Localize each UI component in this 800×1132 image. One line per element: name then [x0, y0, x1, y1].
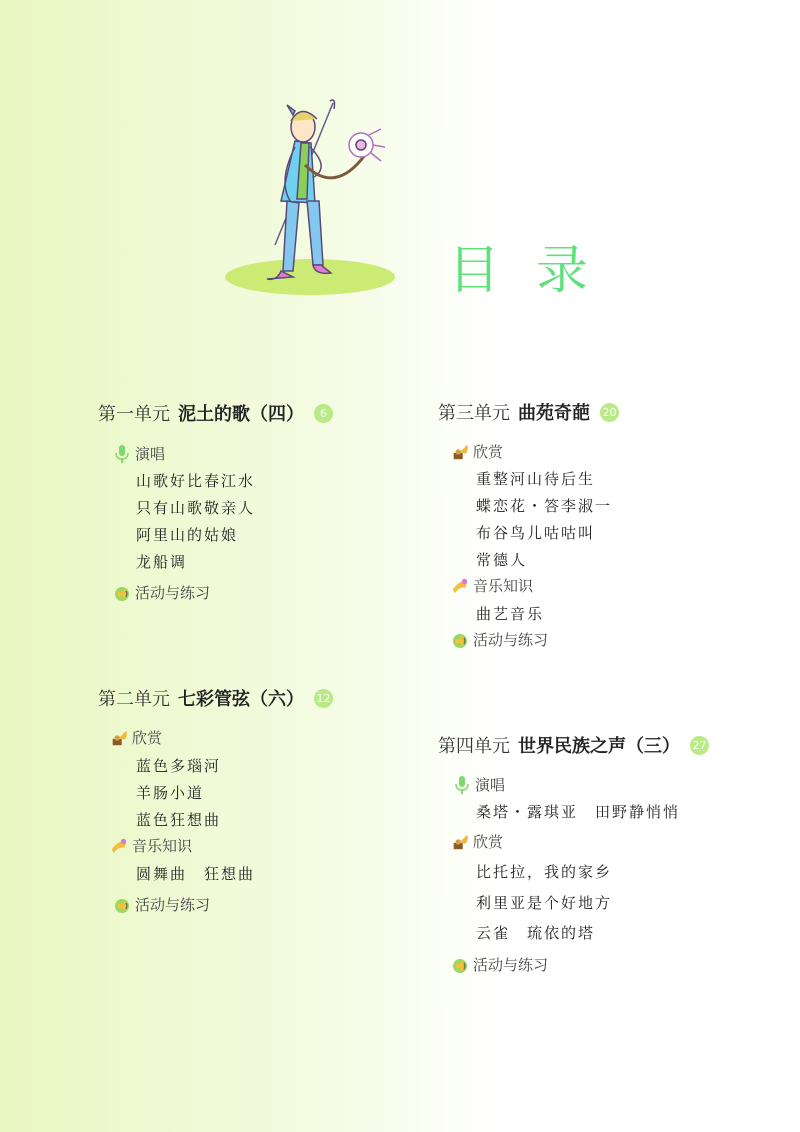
unit-4-heading	[438, 732, 709, 758]
section-label: 活动与练习	[135, 584, 211, 602]
unit-name: 泥土的歌（四）	[178, 404, 304, 425]
song-item: 桑塔・露琪亚 田野静悄悄	[476, 803, 681, 821]
song-item: 山歌好比春江水	[136, 472, 256, 490]
section-label-knowledge	[110, 835, 192, 856]
unit-name: 七彩管弦（六）	[178, 689, 304, 710]
microphone-icon	[113, 444, 131, 464]
song-item: 常德人	[476, 551, 528, 569]
page-number-badge: 12	[314, 689, 333, 708]
song-item: 圆舞曲 狂想曲	[136, 865, 256, 883]
unit-1-heading	[98, 400, 333, 426]
song-item: 利里亚是个好地方	[476, 894, 613, 912]
section-label-sing	[453, 774, 505, 795]
section-label-activity	[113, 582, 210, 603]
speaker-icon	[451, 955, 469, 975]
section-label-listen	[451, 441, 503, 462]
song-item: 蓝色狂想曲	[136, 811, 222, 829]
gramophone-icon	[451, 832, 469, 852]
section-label-activity	[113, 894, 210, 915]
song-item: 重整河山待后生	[476, 470, 596, 488]
unit-number: 第一单元	[98, 404, 170, 425]
page-number-badge: 6	[314, 404, 333, 423]
song-item: 龙船调	[136, 553, 188, 571]
unit-number: 第四单元	[438, 736, 510, 757]
section-label: 演唱	[475, 776, 506, 794]
section-label: 音乐知识	[132, 837, 193, 855]
section-label-activity	[451, 629, 548, 650]
section-label-sing	[113, 443, 165, 464]
page-title: 目录	[448, 241, 625, 301]
grass-patch	[225, 259, 395, 295]
instrument-icon	[451, 576, 469, 596]
unit-number: 第二单元	[98, 689, 170, 710]
gramophone-icon	[451, 442, 469, 462]
unit-name: 世界民族之声（三）	[518, 736, 680, 757]
page-number-badge: 27	[690, 736, 709, 755]
song-item: 比托拉，我的家乡	[476, 863, 613, 881]
song-item: 只有山歌敬亲人	[136, 499, 256, 517]
page-number-badge: 20	[600, 403, 619, 422]
section-label: 音乐知识	[473, 577, 534, 595]
song-item: 阿里山的姑娘	[136, 526, 239, 544]
section-label-listen	[110, 727, 162, 748]
unit-3-heading	[438, 399, 619, 425]
unit-2-heading	[98, 685, 333, 711]
microphone-icon	[453, 775, 471, 795]
unit-name: 曲苑奇葩	[518, 403, 590, 424]
song-item: 蓝色多瑙河	[136, 757, 222, 775]
section-label: 活动与练习	[473, 631, 549, 649]
speaker-icon	[113, 895, 131, 915]
violinist-illustration	[215, 95, 415, 300]
unit-number: 第三单元	[438, 403, 510, 424]
song-item: 蝶恋花・答李淑一	[476, 497, 613, 515]
speaker-icon	[113, 583, 131, 603]
song-item: 曲艺音乐	[476, 605, 545, 623]
song-item: 羊肠小道	[136, 784, 205, 802]
instrument-icon	[110, 836, 128, 856]
section-label: 演唱	[135, 445, 166, 463]
section-label-activity	[451, 954, 548, 975]
section-label: 欣赏	[473, 443, 504, 461]
section-label-knowledge	[451, 575, 533, 596]
speaker-icon	[451, 630, 469, 650]
song-item: 云雀 琉依的塔	[476, 924, 596, 942]
section-label: 活动与练习	[473, 956, 549, 974]
section-label: 欣赏	[473, 833, 504, 851]
section-label: 欣赏	[132, 729, 163, 747]
gramophone-icon	[110, 728, 128, 748]
section-label: 活动与练习	[135, 896, 211, 914]
song-item: 布谷鸟儿咕咕叫	[476, 524, 596, 542]
section-label-listen	[451, 831, 503, 852]
